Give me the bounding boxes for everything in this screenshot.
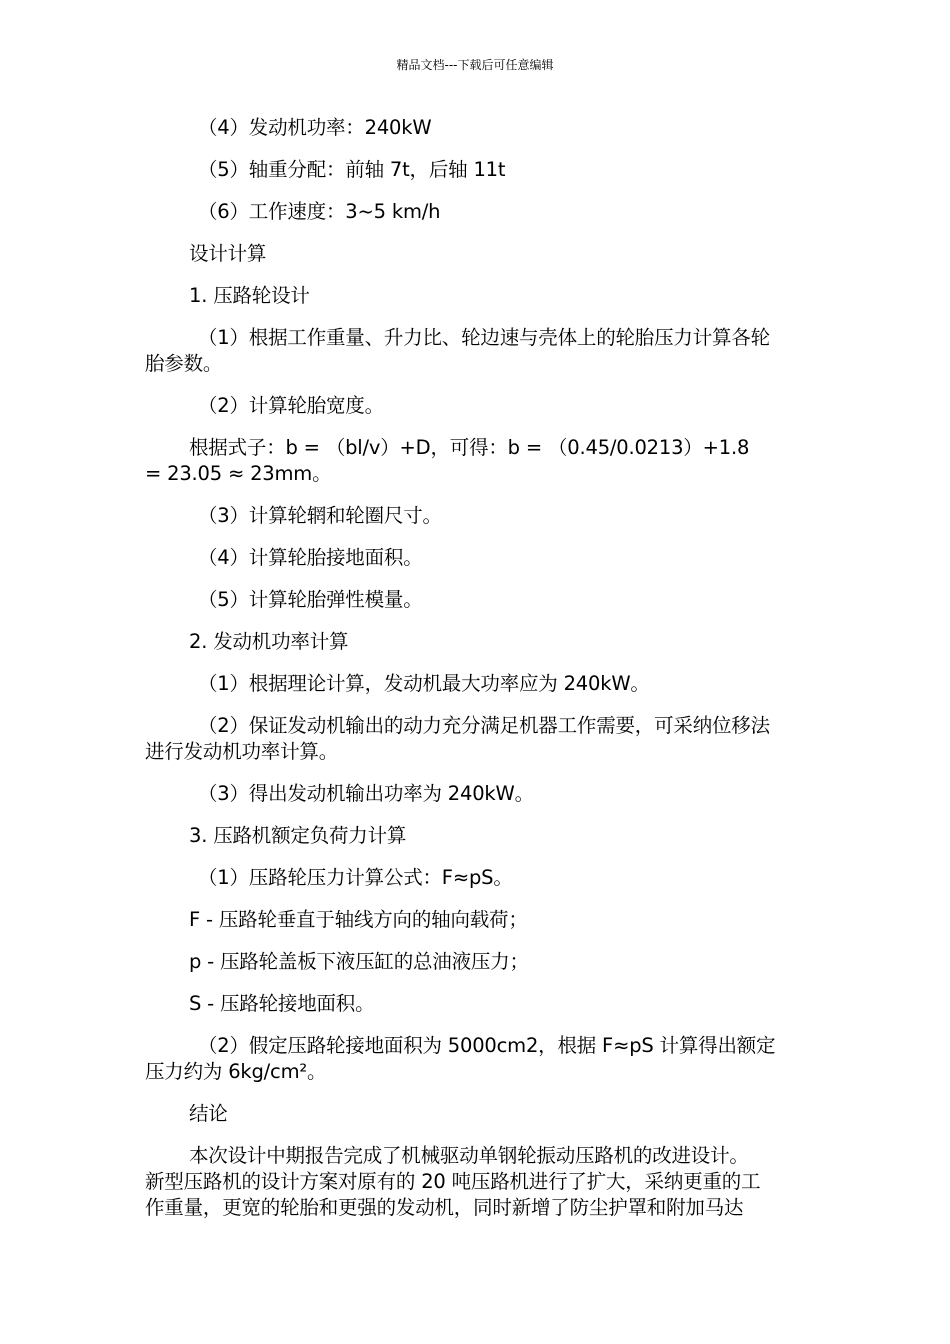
text-line: 进行发动机功率计算。	[145, 740, 339, 763]
text-line: （2）假定压路轮接地面积为 5000cm2，根据 F≈pS 计算得出额定	[198, 1034, 776, 1057]
paragraph	[145, 865, 805, 891]
paragraph	[145, 907, 805, 933]
text-line: 新型压路机的设计方案对原有的 20 吨压路机进行了扩大，采纳更重的工	[145, 1170, 761, 1193]
text-line: （1）压路轮压力计算公式：F≈pS。	[198, 866, 513, 889]
text-line: 设计计算	[189, 242, 267, 265]
header-text: 精品文档---下载后可任意编辑	[396, 58, 554, 72]
paragraph	[145, 991, 805, 1017]
paragraph	[145, 435, 805, 487]
text-line: 1. 压路轮设计	[189, 284, 310, 307]
text-line: （5）轴重分配：前轴 7t，后轴 11t	[198, 158, 506, 181]
paragraph	[145, 949, 805, 975]
paragraph	[145, 503, 805, 529]
text-line: （1）根据工作重量、升力比、轮边速与壳体上的轮胎压力计算各轮	[198, 326, 770, 349]
text-line: （5）计算轮胎弹性模量。	[198, 588, 423, 611]
text-line: 压力约为 6kg/cm²。	[145, 1060, 327, 1083]
text-line: 胎参数。	[145, 352, 223, 375]
document-body	[145, 115, 805, 1237]
text-line: （2）保证发动机输出的动力充分满足机器工作需要，可采纳位移法	[198, 714, 770, 737]
text-line: （4）发动机功率：240kW	[198, 116, 432, 139]
text-line: 根据式子：b = （bl/v）+D，可得：b = （0.45/0.0213）+1.8	[189, 436, 750, 459]
text-line: p - 压路轮盖板下液压缸的总油液压力；	[189, 950, 529, 973]
paragraph	[145, 1101, 805, 1127]
text-line: 2. 发动机功率计算	[189, 630, 349, 653]
text-line: S - 压路轮接地面积。	[189, 992, 375, 1015]
paragraph	[145, 393, 805, 419]
paragraph	[145, 1033, 805, 1085]
page-header	[0, 56, 950, 74]
paragraph	[145, 713, 805, 765]
text-line: （1）根据理论计算，发动机最大功率应为 240kW。	[198, 672, 650, 695]
paragraph	[145, 823, 805, 849]
paragraph	[145, 781, 805, 807]
paragraph	[145, 629, 805, 655]
text-line: （2）计算轮胎宽度。	[198, 394, 384, 417]
paragraph	[145, 545, 805, 571]
paragraph	[145, 115, 805, 141]
paragraph	[145, 325, 805, 377]
text-line: 3. 压路机额定负荷力计算	[189, 824, 407, 847]
paragraph	[145, 157, 805, 183]
text-line: （3）得出发动机输出功率为 240kW。	[198, 782, 534, 805]
text-line: = 23.05 ≈ 23mm。	[145, 462, 332, 485]
paragraph	[145, 1143, 805, 1221]
text-line: F - 压路轮垂直于轴线方向的轴向载荷；	[189, 908, 528, 931]
paragraph	[145, 587, 805, 613]
paragraph	[145, 671, 805, 697]
paragraph	[145, 283, 805, 309]
text-line: 作重量，更宽的轮胎和更强的发动机，同时新增了防尘护罩和附加马达	[145, 1196, 744, 1219]
paragraph	[145, 199, 805, 225]
text-line: （6）工作速度：3~5 km/h	[198, 200, 441, 223]
text-line: 本次设计中期报告完成了机械驱动单钢轮振动压路机的改进设计。	[189, 1144, 749, 1167]
text-line: （3）计算轮辋和轮圈尺寸。	[198, 504, 442, 527]
text-line: （4）计算轮胎接地面积。	[198, 546, 423, 569]
text-line: 结论	[189, 1102, 228, 1125]
paragraph	[145, 241, 805, 267]
